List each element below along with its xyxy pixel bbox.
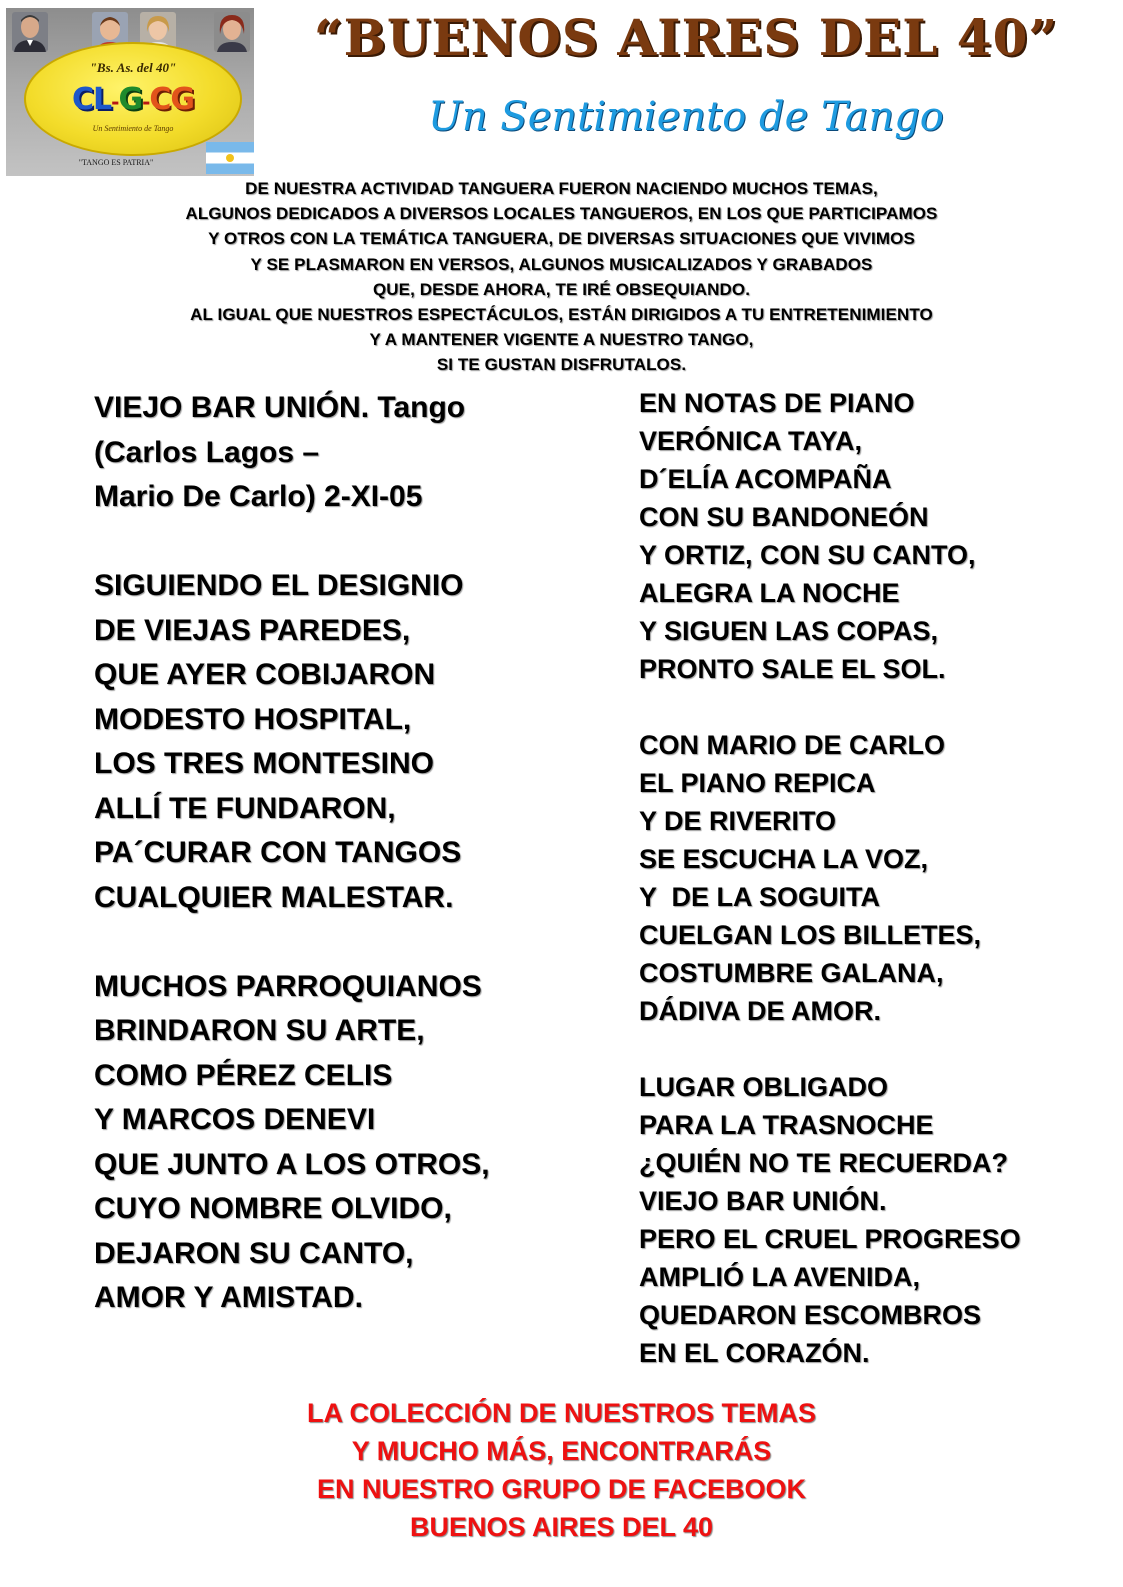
lyric-line: PRONTO SALE EL SOL. bbox=[639, 654, 946, 684]
lyric-line: ALLÍ TE FUNDARON, bbox=[94, 791, 396, 825]
lyrics-left-column bbox=[94, 386, 614, 1365]
intro-line: SI TE GUSTAN DISFRUTALOS. bbox=[436, 355, 687, 375]
lyric-line: CUELGAN LOS BILLETES, bbox=[639, 920, 982, 950]
lyric-line: Y DE RIVERITO bbox=[639, 806, 837, 836]
intro-line: DE NUESTRA ACTIVIDAD TANGUERA FUERON NACIENDO MUCHOS TEMAS, bbox=[245, 179, 878, 198]
stanza bbox=[639, 1068, 1109, 1372]
lyric-line: ALEGRA LA NOCHE bbox=[639, 578, 900, 608]
logo-motto: "TANGO ES PATRIA" bbox=[78, 158, 154, 167]
lyric-line: AMOR Y AMISTAD. bbox=[94, 1281, 363, 1314]
intro-line: Y A MANTENER VIGENTE A NUESTRO TANGO, bbox=[369, 330, 754, 350]
footer-line: EN NUESTRO GRUPO DE FACEBOOK bbox=[316, 1474, 807, 1504]
footer-line: LA COLECCIÓN DE NUESTROS TEMAS bbox=[306, 1398, 817, 1428]
footer-line: Y MUCHO MÁS, ENCONTRARÁS bbox=[351, 1436, 772, 1466]
lyric-line: CUALQUIER MALESTAR. bbox=[94, 880, 454, 914]
page-subtitle: Un Sentimiento de Tango bbox=[428, 94, 944, 140]
lyric-line: DE VIEJAS PAREDES, bbox=[94, 613, 411, 647]
lyric-line: MUCHOS PARROQUIANOS bbox=[94, 969, 482, 1003]
lyric-line: Y ORTIZ, CON SU CANTO, bbox=[639, 540, 976, 570]
intro-line: AL IGUAL QUE NUESTROS ESPECTÁCULOS, ESTÁN DIRIGIDOS A TU ENTRETENIMIENTO bbox=[190, 305, 933, 325]
lyric-line: VIEJO BAR UNIÓN. bbox=[639, 1186, 887, 1216]
page-title: “BUENOS AIRES DEL 40” bbox=[313, 8, 1059, 67]
song-header bbox=[94, 386, 614, 520]
lyric-line: PA´CURAR CON TANGOS bbox=[94, 836, 462, 869]
portrait-woman-icon bbox=[214, 12, 250, 52]
logo-letters-cg: CG bbox=[149, 82, 195, 117]
intro-paragraph bbox=[60, 176, 1063, 378]
logo-letters-cl: CL bbox=[71, 82, 112, 117]
lyric-line: Y DE LA SOGUITA bbox=[639, 882, 881, 912]
lyric-line: BRINDARON SU ARTE, bbox=[94, 1014, 425, 1047]
logo-subtext: Un Sentimiento de Tango bbox=[92, 124, 174, 133]
lyrics-right-column bbox=[639, 384, 1109, 1410]
lyric-line: CON MARIO DE CARLO bbox=[639, 730, 945, 760]
lyric-line: PERO EL CRUEL PROGRESO bbox=[639, 1224, 1021, 1254]
lyric-line: VERÓNICA TAYA, bbox=[639, 426, 863, 456]
logo-letters-g: G bbox=[118, 82, 143, 117]
lyric-line: PARA LA TRASNOCHE bbox=[639, 1110, 934, 1140]
lyric-line: EL PIANO REPICA bbox=[639, 768, 876, 798]
facebook-group-notice bbox=[0, 1394, 1123, 1546]
lyric-line: COSTUMBRE GALANA, bbox=[639, 958, 944, 988]
intro-line: Y SE PLASMARON EN VERSOS, ALGUNOS MUSICALIZADOS Y GRABADOS bbox=[250, 254, 873, 274]
lyric-line: QUE AYER COBIJARON bbox=[94, 658, 436, 691]
stanza bbox=[94, 965, 614, 1321]
intro-line: QUE, DESDE AHORA, TE IRÉ OBSEQUIANDO. bbox=[372, 279, 751, 299]
intro-line: Y OTROS CON LA TEMÁTICA TANGUERA, DE DIVERSAS SITUACIONES QUE VIVIMOS bbox=[208, 229, 915, 249]
lyric-line: Y SIGUEN LAS COPAS, bbox=[639, 616, 939, 646]
group-logo bbox=[6, 8, 254, 176]
lyric-line: QUEDARON ESCOMBROS bbox=[639, 1300, 982, 1330]
song-authors-date-line: Mario De Carlo) 2-XI-05 bbox=[94, 480, 423, 513]
lyric-line: D´ELÍA ACOMPAÑA bbox=[639, 464, 892, 494]
logo-letters bbox=[26, 82, 240, 117]
intro-line: ALGUNOS DEDICADOS A DIVERSOS LOCALES TANGUEROS, EN LOS QUE PARTICIPAMOS bbox=[185, 204, 938, 224]
lyric-line: SIGUIENDO EL DESIGNIO bbox=[94, 569, 464, 602]
lyric-line: SE ESCUCHA LA VOZ, bbox=[639, 844, 929, 874]
flag-sun-icon bbox=[226, 154, 234, 162]
song-title-line: VIEJO BAR UNIÓN. Tango bbox=[94, 391, 466, 424]
stanza bbox=[639, 384, 1109, 688]
lyric-line: COMO PÉREZ CELIS bbox=[94, 1058, 393, 1092]
lyric-line: AMPLIÓ LA AVENIDA, bbox=[639, 1262, 920, 1292]
logo-dash-1: - bbox=[111, 90, 119, 114]
lyric-line: CUYO NOMBRE OLVIDO, bbox=[94, 1192, 452, 1225]
lyric-line: EN EL CORAZÓN. bbox=[639, 1338, 870, 1368]
lyric-line: MODESTO HOSPITAL, bbox=[94, 702, 412, 736]
lyric-line: EN NOTAS DE PIANO bbox=[639, 388, 915, 418]
lyric-line: DÁDIVA DE AMOR. bbox=[639, 996, 881, 1026]
lyric-line: ¿QUIÉN NO TE RECUERDA? bbox=[639, 1148, 1009, 1178]
portrait-man-icon bbox=[12, 12, 48, 52]
lyric-line: CON SU BANDONEÓN bbox=[639, 502, 929, 532]
lyric-line: LOS TRES MONTESINO bbox=[94, 747, 435, 780]
song-authors-line: (Carlos Lagos – bbox=[94, 435, 320, 469]
footer-line: BUENOS AIRES DEL 40 bbox=[409, 1512, 714, 1542]
argentina-flag-icon bbox=[206, 142, 254, 174]
stanza bbox=[639, 726, 1109, 1030]
logo-dash-2: - bbox=[142, 90, 150, 114]
lyric-line: Y MARCOS DENEVI bbox=[94, 1103, 376, 1136]
logo-oval bbox=[24, 42, 242, 156]
lyric-line: LUGAR OBLIGADO bbox=[639, 1072, 888, 1102]
lyric-line: DEJARON SU CANTO, bbox=[94, 1236, 414, 1270]
stanza bbox=[94, 564, 614, 920]
logo-tagline: "Bs. As. del 40" bbox=[89, 60, 177, 75]
lyric-line: QUE JUNTO A LOS OTROS, bbox=[94, 1147, 490, 1181]
